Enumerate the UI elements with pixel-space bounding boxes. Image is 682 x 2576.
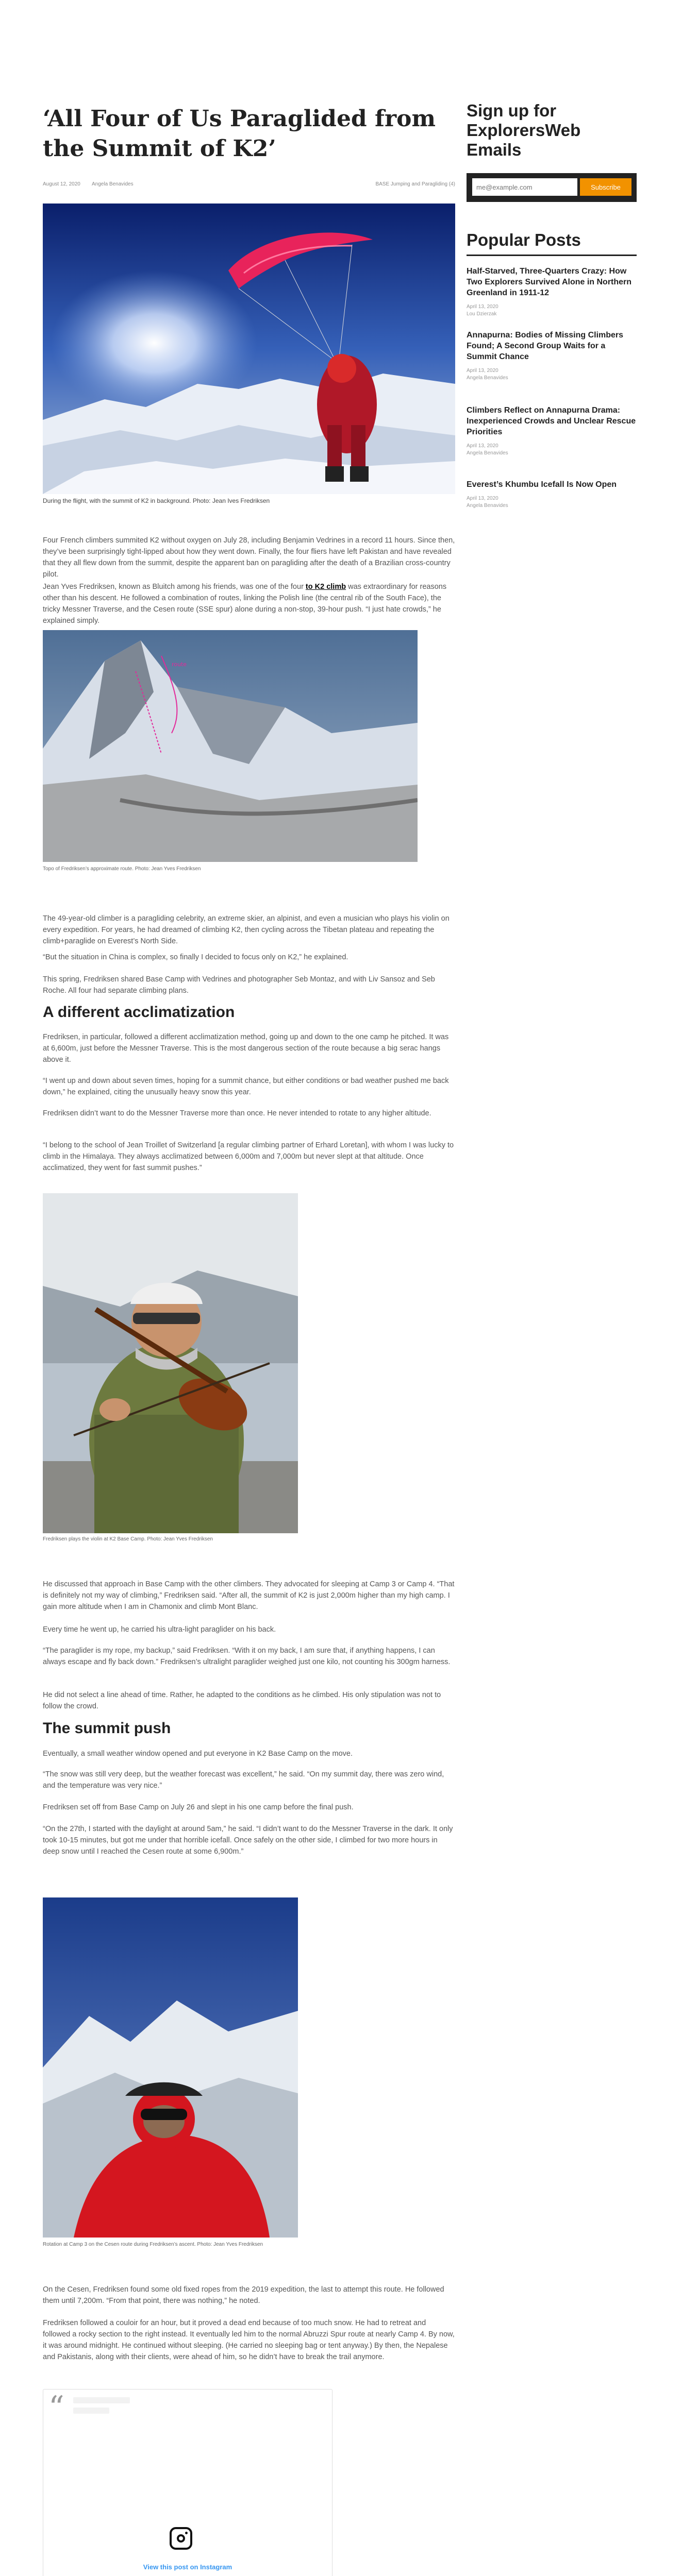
newsletter-form	[467, 173, 637, 202]
paragraph-7: “I went up and down about seven times, hoping for a summit chance, but either conditions or bad weather pushed me back down,” he explained, citing the unusually heavy snow this year.	[43, 1077, 449, 1096]
popular-post-date: April 13, 2020	[467, 443, 498, 449]
paragraph-11: Every time he went up, he carried his ultra-light paraglider on his back.	[43, 1625, 276, 1634]
article-category[interactable]: BASE Jumping and Paragliding (4)	[375, 181, 455, 187]
popular-posts-title: Popular Posts	[467, 230, 581, 249]
popular-post[interactable]	[467, 266, 637, 318]
subscribe-button[interactable]: Subscribe	[580, 178, 631, 196]
popular-post-author: Angela Benavides	[467, 503, 508, 509]
popular-post-meta	[467, 495, 637, 510]
paragraph-14: Eventually, a small weather window opened and put everyone in K2 Base Camp on the move.	[43, 1750, 353, 1758]
paragraph-1: Four French climbers summited K2 without oxygen on July 28, including Benjamin Vedrines in a record 11 hours. Since then, they’ve been surprisingly tight-lipped about how they went down. Finally, the four fliers have left Pakistan and have revealed that they all flew down from the summit, despite the apparent ban on paragliding after the death of a Brazilian cross-country pilot.	[43, 536, 455, 579]
popular-post[interactable]	[467, 479, 637, 510]
instagram-embed[interactable]	[43, 2389, 332, 2576]
camp3-photo-art	[43, 1897, 298, 2238]
paragraph-2-text-a: Jean Yves Fredriksen, known as Bluitch among his friends, was one of the four	[43, 583, 306, 591]
popular-post-author: Angela Benavides	[467, 375, 508, 381]
paragraph-9: “I belong to the school of Jean Troillet of Switzerland [a regular climbing partner of Erhard Loretan], with whom I was lucky to climb in the Himalaya. They always acclimatized between 6,000m and 7,000m but never slept at that altitude. Once acclimatized, they went for fast summit pushes.”	[43, 1141, 454, 1172]
popular-post-title[interactable]: Everest’s Khumbu Icefall Is Now Open	[467, 480, 617, 489]
article-author[interactable]: Angela Benavides	[92, 181, 134, 187]
paragraph-8: Fredriksen didn’t want to do the Messner Traverse more than once. He never intended to rotate to any higher altitude.	[43, 1109, 431, 1117]
paragraph-3: The 49-year-old climber is a paragliding celebrity, an extreme skier, an alpinist, and even a musician who plays his violin on every expedition. For years, he had dreamed of climbing K2, then cycling across the Tibetan plateau and repeating the climb+paraglide on Everest’s North Side.	[43, 914, 450, 945]
paragraph-6: Fredriksen, in particular, followed a different acclimatization method, going up and down to the one camp he pitched. It was at 6,600m, just before the Messner Traverse. This is the most dangerous section of the route because a big serac hangs above it.	[43, 1033, 449, 1064]
open-quote-icon: “	[48, 2389, 64, 2426]
camp3-photo	[43, 1897, 298, 2238]
k2-climb-link[interactable]: to K2 climb	[305, 583, 346, 591]
popular-post-date: April 13, 2020	[467, 368, 498, 374]
popular-post-meta	[467, 367, 637, 382]
placeholder-line	[73, 2397, 130, 2403]
popular-post-author: Lou Dzierzak	[467, 311, 497, 317]
photo-caption-1: During the flight, with the summit of K2 in background. Photo: Jean Ives Fredriksen	[43, 497, 270, 504]
paragraph-2	[43, 581, 455, 626]
violin-photo	[43, 1193, 298, 1533]
route-topo-photo	[43, 630, 418, 862]
violin-photo-art	[43, 1193, 298, 1533]
paragraph-10: He discussed that approach in Base Camp with the other climbers. They advocated for sleeping at Camp 3 or Camp 4. “That is definitely not my way of climbing,” Fredriksen said. “After all, the summit of K2 is just 2,000m higher than my high camp. I gain more altitude when I am in Chamonix and climb Mont Blanc.	[43, 1580, 455, 1611]
paraglider-photo	[43, 204, 455, 494]
paragraph-12: “The paraglider is my rope, my backup,” said Fredriksen. “With it on my back, I am sure that, if anything happens, I can always escape and fly back down.” Fredriksen’s ultralight paraglider weighed just one kilo, not counting his 300gm harness.	[43, 1647, 451, 1666]
popular-post[interactable]	[467, 330, 637, 382]
placeholder-line	[73, 2408, 109, 2414]
photo-caption-2: Topo of Fredriksen’s approximate route. Photo: Jean Yves Fredriksen	[43, 866, 201, 872]
paraglider-photo-art	[43, 204, 455, 494]
article-date: August 12, 2020	[43, 181, 80, 187]
popular-post-author: Angela Benavides	[467, 450, 508, 456]
popular-post-meta	[467, 303, 637, 318]
popular-post[interactable]	[467, 405, 637, 457]
popular-post-date: April 13, 2020	[467, 496, 498, 501]
email-field[interactable]	[472, 178, 577, 196]
svg-text:route: route	[172, 661, 187, 668]
section-heading-acclimatization: A different acclimatization	[43, 1004, 235, 1021]
article-title: ‘All Four of Us Paraglided from the Summit of K2’	[43, 106, 436, 162]
popular-post-title[interactable]: Climbers Reflect on Annapurna Drama: Inexperienced Crowds and Unclear Rescue Priorities	[467, 406, 636, 436]
paragraph-13: He did not select a line ahead of time. Rather, he adapted to the conditions as he climbed. His only stipulation was not to follow the crowd.	[43, 1691, 441, 1710]
popular-post-meta	[467, 443, 637, 457]
paragraph-18: On the Cesen, Fredriksen found some old fixed ropes from the 2019 expedition, the last to attempt this route. He followed them until 7,200m. “From that point, there was nothing,” he noted.	[43, 2285, 444, 2305]
paragraph-15: “The snow was still very deep, but the weather forecast was excellent,” he said. “On my summit day, there was zero wind, and the temperature was very nice.”	[43, 1770, 444, 1790]
view-on-instagram-link[interactable]: View this post on Instagram	[143, 2563, 232, 2571]
photo-caption-4: Rotation at Camp 3 on the Cesen route during Fredriksen’s ascent. Photo: Jean Yves Fredriksen	[43, 2242, 263, 2247]
popular-post-title[interactable]: Annapurna: Bodies of Missing Climbers Found; A Second Group Waits for a Summit Chance	[467, 331, 624, 361]
paragraph-5: This spring, Fredriksen shared Base Camp with Vedrines and photographer Seb Montaz, and with Liv Sansoz and Seb Roche. All four had separate climbing plans.	[43, 975, 435, 995]
paragraph-4: “But the situation in China is complex, so finally I decided to focus only on K2,” he explained.	[43, 953, 348, 961]
popular-post-title[interactable]: Half-Starved, Three-Quarters Crazy: How Two Explorers Survived Alone in Northern Greenland in 1911-12	[467, 267, 632, 297]
paragraph-17: “On the 27th, I started with the daylight at around 5am,” he said. “I didn’t want to do the Messner Traverse in the dark. It only took 10-15 minutes, but got me under that horrible icefall. Once safely on the other side, I climbed for two more hours in deep snow until I reached the Cesen route at some 6,900m.”	[43, 1825, 453, 1856]
popular-post-date: April 13, 2020	[467, 304, 498, 310]
paragraph-19: Fredriksen followed a couloir for an hour, but it proved a dead end because of too much snow. He had to retreat and followed a rocky section to the right instead. It eventually led him to the normal Abruzzi Spur route at nearly Camp 4. By now, it was around midnight. He continued without sleeping. (He carried no sleeping bag or tent anyway.) By then, the Nepalese and Pakistanis, along with their clients, were ahead of him, so he didn’t have to break the trail anymore.	[43, 2319, 455, 2361]
section-heading-summit-push: The summit push	[43, 1720, 171, 1737]
photo-caption-3: Fredriksen plays the violin at K2 Base Camp. Photo: Jean Yves Fredriksen	[43, 1536, 213, 1542]
instagram-icon	[170, 2527, 192, 2550]
route-topo-art	[43, 630, 418, 862]
popular-posts-divider	[467, 255, 637, 256]
paragraph-16: Fredriksen set off from Base Camp on July 26 and slept in his one camp before the final push.	[43, 1803, 354, 1811]
newsletter-title: Sign up for ExplorersWeb Emails	[467, 101, 581, 159]
paragraph-2-text-b: was extraordinary for reasons other than his descent. He followed a combination of routes, linking the Polish line (the central rib of the South Face), the tricky Messner Traverse, and the Cesen route (SSE spur) alone during a non-stop, 39-hour push. “I just hate crowds,” he explained simply.	[43, 583, 447, 625]
